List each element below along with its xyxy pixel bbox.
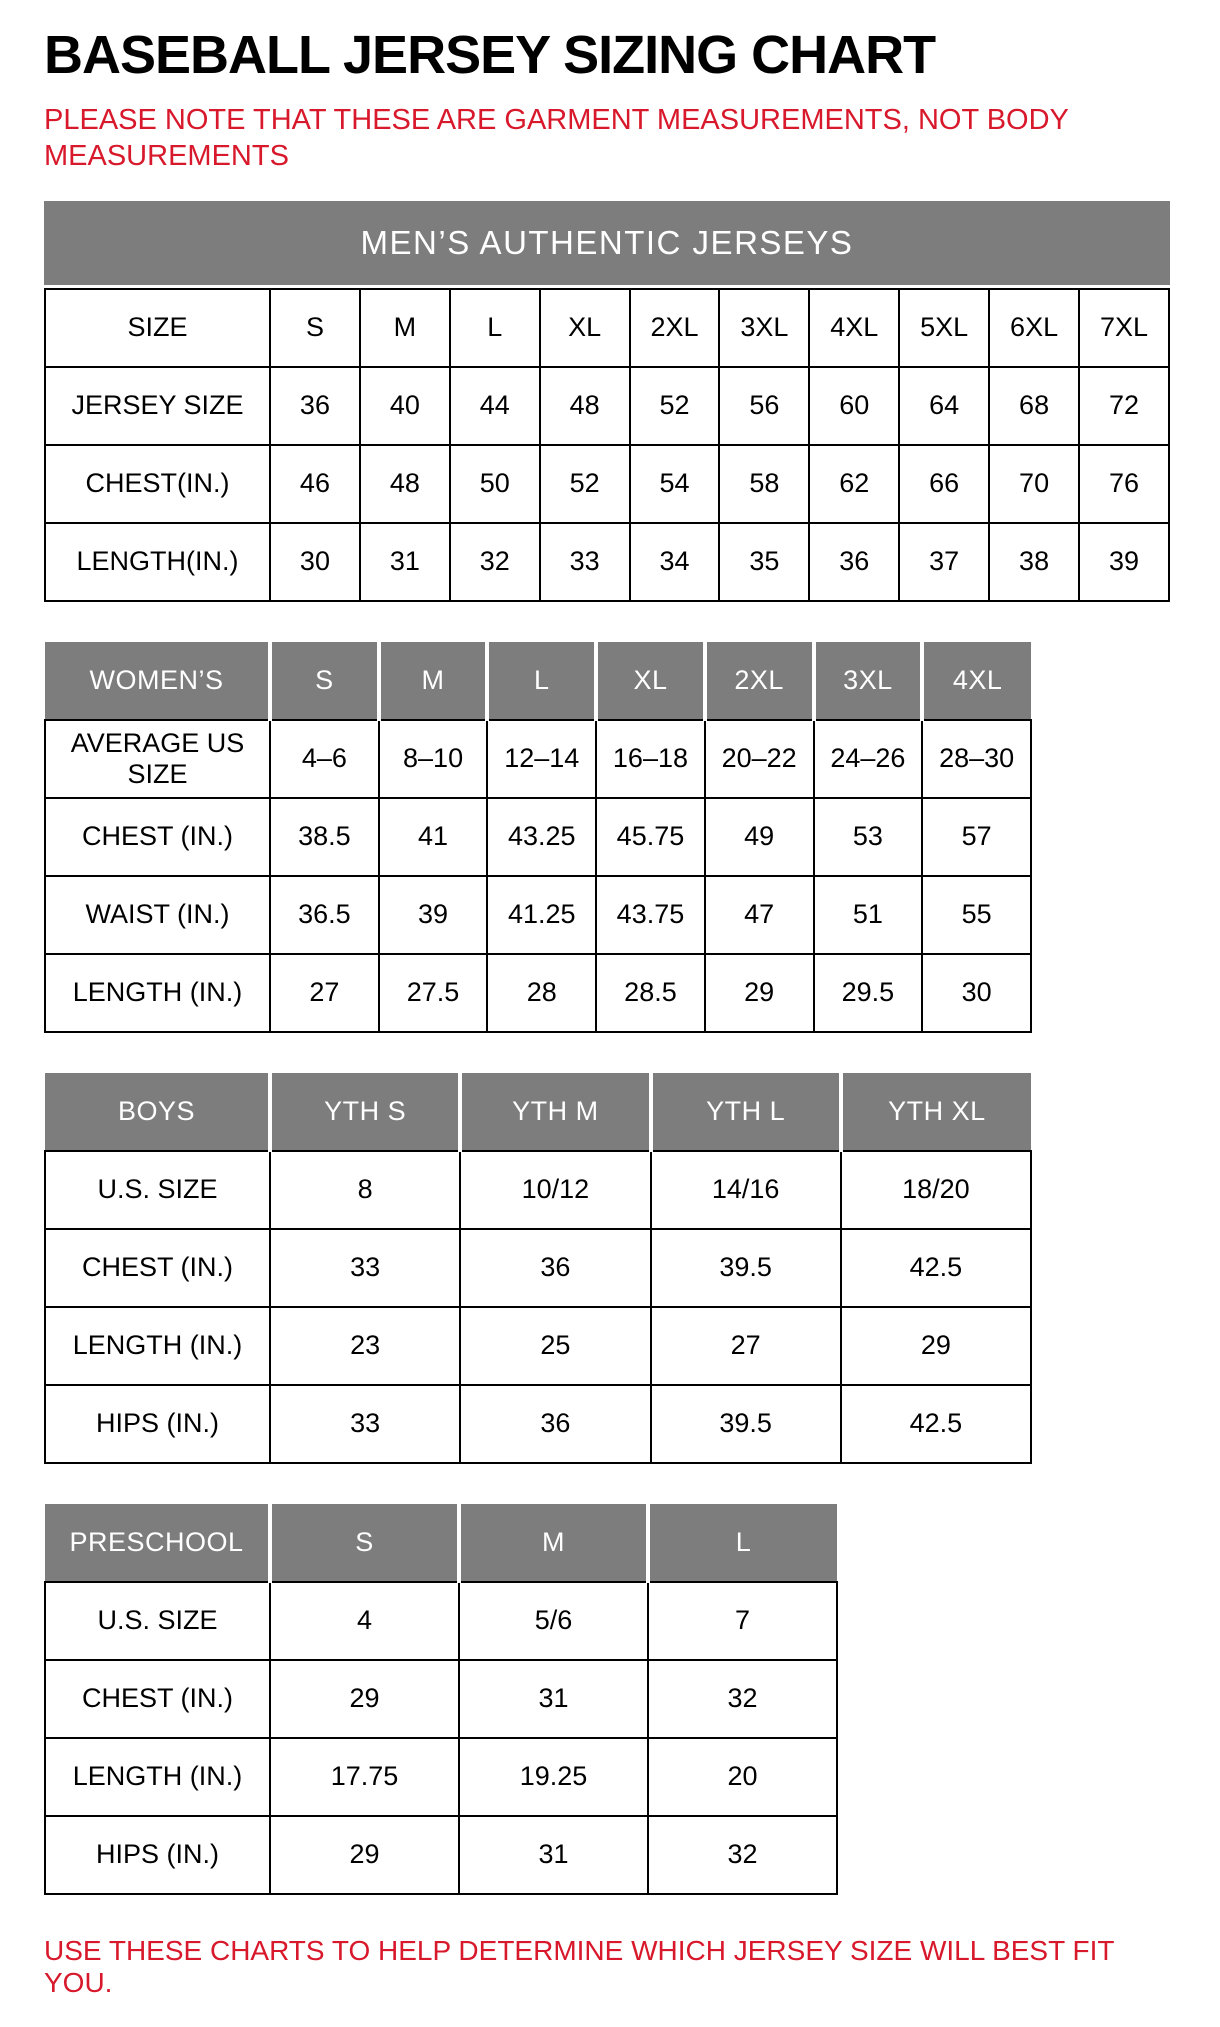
- table-row: [45, 1660, 837, 1738]
- table-cell: 38: [989, 523, 1079, 601]
- table-cell: 29: [705, 954, 814, 1032]
- table-cell: 31: [360, 523, 450, 601]
- table-cell: 24–26: [814, 720, 923, 798]
- row-label: U.S. SIZE: [45, 1151, 270, 1229]
- column-header: L: [487, 642, 596, 720]
- table-cell: 54: [630, 445, 720, 523]
- column-header: M: [459, 1504, 648, 1582]
- row-label: LENGTH(IN.): [45, 523, 270, 601]
- row-label: CHEST (IN.): [45, 1660, 270, 1738]
- table-cell: 36: [460, 1385, 650, 1463]
- row-label: CHEST(IN.): [45, 445, 270, 523]
- table-cell: M: [360, 289, 450, 367]
- table-cell: 44: [450, 367, 540, 445]
- column-header: YTH XL: [841, 1073, 1031, 1151]
- mens-authentic-jerseys-table: [44, 201, 1176, 602]
- table-cell: 48: [360, 445, 450, 523]
- table-cell: 57: [922, 798, 1031, 876]
- table-cell: 14/16: [651, 1151, 841, 1229]
- footer-note: USE THESE CHARTS TO HELP DETERMINE WHICH JERSEY SIZE WILL BEST FIT YOU.: [44, 1934, 1114, 1998]
- row-label: SIZE: [45, 289, 270, 367]
- table-row: [45, 445, 1169, 523]
- table-row: [45, 523, 1169, 601]
- table-cell: 43.25: [487, 798, 596, 876]
- table-cell: 39.5: [651, 1385, 841, 1463]
- table-cell: 47: [705, 876, 814, 954]
- garment-measurement-note: PLEASE NOTE THAT THESE ARE GARMENT MEASUREMENTS, NOT BODY MEASUREMENTS: [44, 104, 1069, 173]
- table-cell: 8–10: [379, 720, 488, 798]
- table-cell: 5/6: [459, 1582, 648, 1660]
- column-header: 2XL: [705, 642, 814, 720]
- row-label: LENGTH (IN.): [45, 954, 270, 1032]
- row-label: LENGTH (IN.): [45, 1738, 270, 1816]
- table-cell: 50: [450, 445, 540, 523]
- table-cell: 49: [705, 798, 814, 876]
- table-group-label: PRESCHOOL: [45, 1504, 270, 1582]
- table-cell: 8: [270, 1151, 460, 1229]
- table-cell: 20–22: [705, 720, 814, 798]
- table-cell: 41: [379, 798, 488, 876]
- table-row: [45, 1229, 1031, 1307]
- table-cell: 36: [809, 523, 899, 601]
- table-cell: 39: [1079, 523, 1169, 601]
- table-cell: 12–14: [487, 720, 596, 798]
- table-cell: 4–6: [270, 720, 379, 798]
- table-row: [45, 1385, 1031, 1463]
- table-cell: XL: [540, 289, 630, 367]
- table-cell: 29: [270, 1816, 459, 1894]
- table-cell: 31: [459, 1816, 648, 1894]
- row-label: U.S. SIZE: [45, 1582, 270, 1660]
- table-cell: 40: [360, 367, 450, 445]
- table-cell: 58: [719, 445, 809, 523]
- table-row: [45, 1816, 837, 1894]
- table-cell: 42.5: [841, 1229, 1031, 1307]
- row-label: WAIST (IN.): [45, 876, 270, 954]
- table-cell: 3XL: [719, 289, 809, 367]
- page-title: BASEBALL JERSEY SIZING CHART: [44, 25, 936, 85]
- table-cell: 33: [540, 523, 630, 601]
- table-cell: 70: [989, 445, 1079, 523]
- table-cell: 33: [270, 1385, 460, 1463]
- column-header: S: [270, 1504, 459, 1582]
- table-cell: 43.75: [596, 876, 705, 954]
- table-cell: 46: [270, 445, 360, 523]
- table-cell: S: [270, 289, 360, 367]
- table-cell: 4XL: [809, 289, 899, 367]
- column-header: L: [648, 1504, 837, 1582]
- table-row: [45, 289, 1169, 367]
- column-header: M: [379, 642, 488, 720]
- table-cell: L: [450, 289, 540, 367]
- table-cell: 55: [922, 876, 1031, 954]
- table-row: [45, 1582, 837, 1660]
- row-label: HIPS (IN.): [45, 1385, 270, 1463]
- column-header: YTH L: [651, 1073, 841, 1151]
- table-cell: 32: [648, 1660, 837, 1738]
- table-cell: 20: [648, 1738, 837, 1816]
- table-title-banner: MEN’S AUTHENTIC JERSEYS: [44, 201, 1170, 285]
- table-cell: 41.25: [487, 876, 596, 954]
- row-label: CHEST (IN.): [45, 798, 270, 876]
- table-cell: 27: [651, 1307, 841, 1385]
- table-cell: 28.5: [596, 954, 705, 1032]
- preschool-sizing-table: [44, 1504, 1176, 1895]
- table-cell: 45.75: [596, 798, 705, 876]
- table-cell: 60: [809, 367, 899, 445]
- table-cell: 34: [630, 523, 720, 601]
- table-cell: 39.5: [651, 1229, 841, 1307]
- table-cell: 30: [270, 523, 360, 601]
- table-cell: 29: [270, 1660, 459, 1738]
- table-cell: 68: [989, 367, 1079, 445]
- table-cell: 76: [1079, 445, 1169, 523]
- row-label: JERSEY SIZE: [45, 367, 270, 445]
- table-cell: 42.5: [841, 1385, 1031, 1463]
- table-cell: 31: [459, 1660, 648, 1738]
- table-cell: 52: [630, 367, 720, 445]
- table-row: [45, 1073, 1031, 1151]
- table-cell: 19.25: [459, 1738, 648, 1816]
- table-cell: 51: [814, 876, 923, 954]
- row-label: CHEST (IN.): [45, 1229, 270, 1307]
- table-cell: 72: [1079, 367, 1169, 445]
- table-cell: 48: [540, 367, 630, 445]
- table-cell: 4: [270, 1582, 459, 1660]
- table-cell: 39: [379, 876, 488, 954]
- column-header: 3XL: [814, 642, 923, 720]
- table-cell: 29: [841, 1307, 1031, 1385]
- table-cell: 28: [487, 954, 596, 1032]
- row-label: HIPS (IN.): [45, 1816, 270, 1894]
- column-header: S: [270, 642, 379, 720]
- table-cell: 30: [922, 954, 1031, 1032]
- table-cell: 28–30: [922, 720, 1031, 798]
- table-row: [45, 642, 1031, 720]
- table-cell: 36: [460, 1229, 650, 1307]
- table-row: [45, 1307, 1031, 1385]
- boys-sizing-table: [44, 1073, 1176, 1464]
- table-cell: 7: [648, 1582, 837, 1660]
- table-cell: 38.5: [270, 798, 379, 876]
- table-group-label: BOYS: [45, 1073, 270, 1151]
- table-cell: 53: [814, 798, 923, 876]
- table-group-label: WOMEN’S: [45, 642, 270, 720]
- table-cell: 56: [719, 367, 809, 445]
- table-cell: 64: [899, 367, 989, 445]
- table-row: [45, 876, 1031, 954]
- column-header: YTH S: [270, 1073, 460, 1151]
- table-cell: 33: [270, 1229, 460, 1307]
- womens-sizing-table: [44, 642, 1176, 1033]
- table-row: [45, 954, 1031, 1032]
- table-cell: 37: [899, 523, 989, 601]
- table-row: [45, 1504, 837, 1582]
- table-cell: 36.5: [270, 876, 379, 954]
- column-header: 4XL: [922, 642, 1031, 720]
- table-cell: 2XL: [630, 289, 720, 367]
- table-cell: 29.5: [814, 954, 923, 1032]
- column-header: XL: [596, 642, 705, 720]
- table-cell: 16–18: [596, 720, 705, 798]
- table-cell: 17.75: [270, 1738, 459, 1816]
- row-label: AVERAGE US SIZE: [45, 720, 270, 798]
- table-row: [45, 720, 1031, 798]
- table-cell: 6XL: [989, 289, 1079, 367]
- table-cell: 7XL: [1079, 289, 1169, 367]
- table-cell: 35: [719, 523, 809, 601]
- table-cell: 36: [270, 367, 360, 445]
- table-cell: 27: [270, 954, 379, 1032]
- table-row: [45, 367, 1169, 445]
- table-cell: 32: [648, 1816, 837, 1894]
- table-cell: 62: [809, 445, 899, 523]
- table-row: [45, 798, 1031, 876]
- row-label: LENGTH (IN.): [45, 1307, 270, 1385]
- table-cell: 52: [540, 445, 630, 523]
- table-cell: 5XL: [899, 289, 989, 367]
- table-cell: 18/20: [841, 1151, 1031, 1229]
- column-header: YTH M: [460, 1073, 650, 1151]
- table-cell: 32: [450, 523, 540, 601]
- table-cell: 25: [460, 1307, 650, 1385]
- table-row: [45, 1738, 837, 1816]
- table-cell: 23: [270, 1307, 460, 1385]
- table-cell: 10/12: [460, 1151, 650, 1229]
- table-cell: 27.5: [379, 954, 488, 1032]
- table-row: [45, 1151, 1031, 1229]
- table-cell: 66: [899, 445, 989, 523]
